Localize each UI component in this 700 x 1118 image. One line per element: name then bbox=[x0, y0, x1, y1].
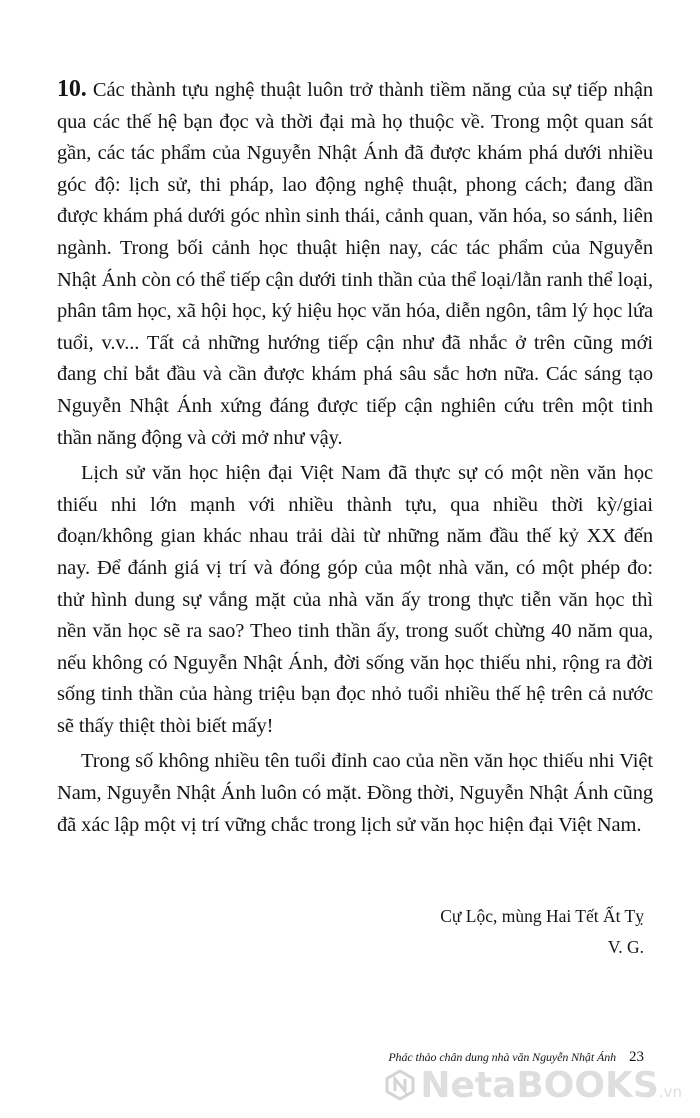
paragraph-2: Lịch sử văn học hiện đại Việt Nam đã thực sự có một nền văn học thiếu nhi lớn mạnh với nhiều thành tựu, qua nhiều thời kỳ/giai đoạn/không gian khác nhau trải dài từ những năm đầu thế kỷ XX đến nay. Để đánh giá vị trí và đóng góp của một nhà văn, có một phép đo: thử hình dung sự vắng mặt của nhà văn ấy trong thực tiễn văn học thì nền văn học sẽ ra sao? Theo tinh thần ấy, trong suốt chừng 40 năm qua, nếu không có Nguyễn Nhật Ánh, đời sống văn học thiếu nhi, rộng ra đời sống tinh thần của hàng triệu bạn đọc nhỏ tuổi nhiều thế hệ trên cả nước sẽ thấy thiệt thòi biết mấy! bbox=[57, 462, 653, 737]
paragraph-1 bbox=[57, 74, 653, 454]
page-number: 23 bbox=[629, 1049, 644, 1065]
paragraph-3: Trong số không nhiều tên tuổi đỉnh cao của nền văn học thiếu nhi Việt Nam, Nguyễn Nhật Ánh luôn có mặt. Đồng thời, Nguyễn Nhật Ánh cũng đã xác lập một vị trí vững chắc trong lịch sử văn học hiện đại Việt Nam. bbox=[57, 750, 653, 836]
section-number: 10. bbox=[57, 76, 87, 102]
watermark-suffix: .vn bbox=[658, 1083, 682, 1101]
watermark bbox=[382, 1064, 682, 1108]
page-content bbox=[57, 74, 653, 841]
signature-place-date: Cự Lộc, mùng Hai Tết Ất Tỵ bbox=[440, 906, 644, 926]
watermark-brand: NetaBOOKS bbox=[420, 1065, 659, 1106]
running-title: Phác thảo chân dung nhà văn Nguyễn Nhật Ánh bbox=[388, 1050, 616, 1064]
paragraph-1-text: Các thành tựu nghệ thuật luôn trở thành tiềm năng của sự tiếp nhận qua các thế hệ bạn đọc và thời đại mà họ thuộc về. Trong một quan sát gần, các tác phẩm của Nguyễn Nhật Ánh đã được khám phá dưới nhiều góc độ: lịch sử, thi pháp, lao động nghệ thuật, phong cách; đang dần được khám phá dưới góc nhìn sinh thái, cảnh quan, văn hóa, so sánh, liên ngành. Trong bối cảnh học thuật hiện nay, các tác phẩm của Nguyễn Nhật Ánh còn có thể tiếp cận dưới tinh thần của thể loại/lằn ranh thể loại, phân tâm học, xã hội học, ký hiệu học văn hóa, diễn ngôn, tâm lý học lứa tuổi, v.v... Tất cả những hướng tiếp cận như đã nhắc ở trên cũng mới đang chỉ bắt đầu và cần được khám phá sâu sắc hơn nữa. Các sáng tạo Nguyễn Nhật Ánh xứng đáng được tiếp cận nghiên cứu trên một tinh thần năng động và cởi mở như vậy. bbox=[57, 79, 653, 449]
netabooks-logo-icon bbox=[384, 1069, 416, 1101]
signature-initials: V. G. bbox=[607, 937, 644, 957]
